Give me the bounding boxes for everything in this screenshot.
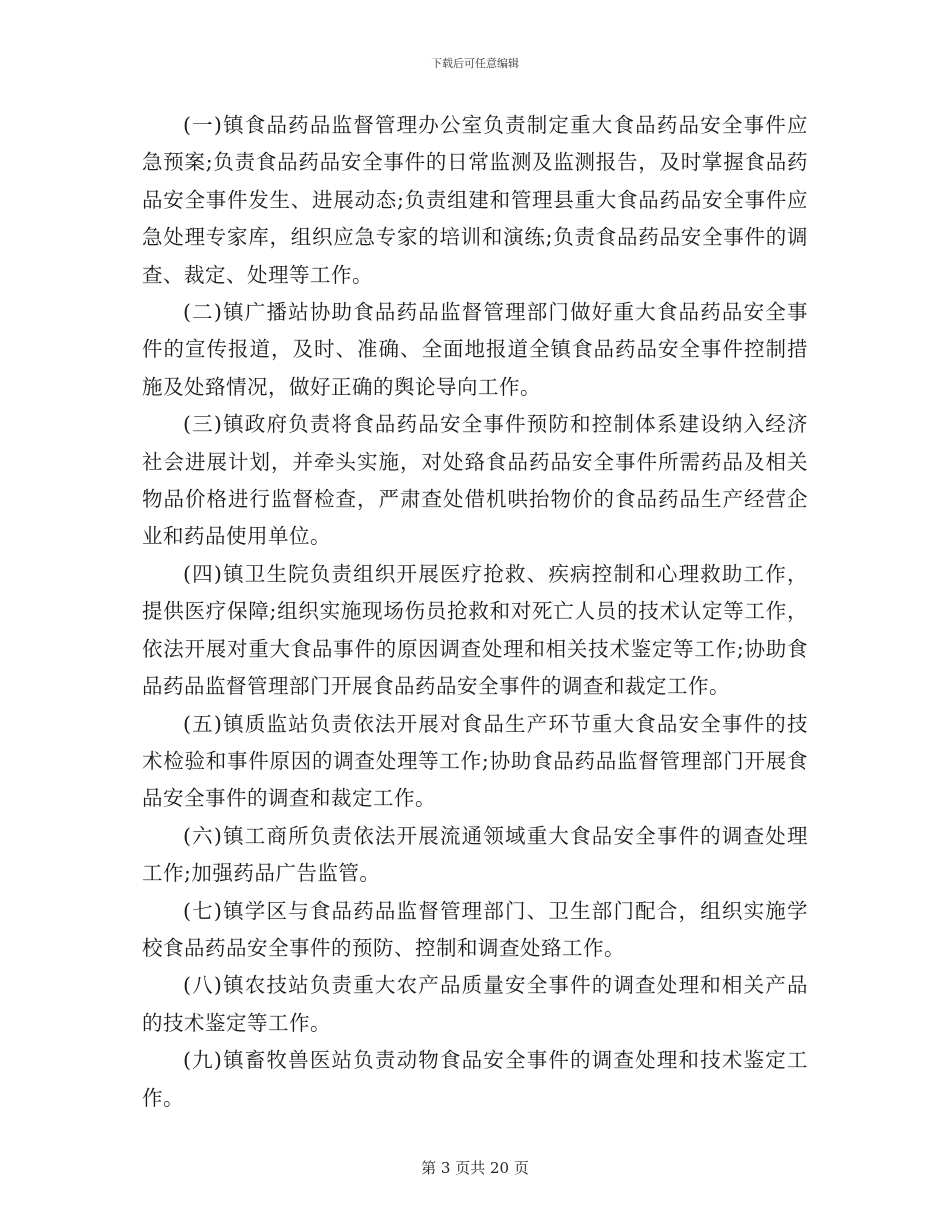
paragraph-2: (二)镇广播站协助食品药品监督管理部门做好重大食品药品安全事件的宣传报道，及时、准确、全面地报道全镇食品药品安全事件控制措施及处臵情况，做好正确的舆论导向工作。 bbox=[142, 300, 808, 399]
paragraph-5: (五)镇质监站负责依法开展对食品生产环节重大食品安全事件的技术检验和事件原因的调查处理等工作;协助食品药品监督管理部门开展食品安全事件的调查和裁定工作。 bbox=[142, 711, 808, 811]
page-number: 第 3 页共 20 页 bbox=[421, 1159, 529, 1177]
paragraph-3: (三)镇政府负责将食品药品安全事件预防和控制体系建设纳入经济社会进展计划，并牵头实施，对处臵食品药品安全事件所需药品及相关物品价格进行监督检查，严肃查处借机哄抬物价的食品药品生产经营企业和药品使用单位。 bbox=[142, 412, 808, 549]
paragraph-4: (四)镇卫生院负责组织开展医疗抢救、疾病控制和心理救助工作，提供医疗保障;组织实施现场伤员抢救和对死亡人员的技术认定等工作，依法开展对重大食品事件的原因调查处理和相关技术鉴定等工作;协助食品药品监督管理部门开展食品药品安全事件的调查和裁定工作。 bbox=[142, 561, 808, 699]
paragraph-7: (七)镇学区与食品药品监督管理部门、卫生部门配合，组织实施学校食品药品安全事件的预防、控制和调查处臵工作。 bbox=[142, 898, 808, 960]
document-body bbox=[142, 107, 808, 1117]
page-header-note: 下载后可任意编辑 bbox=[431, 57, 519, 70]
paragraph-1: (一)镇食品药品监督管理办公室负责制定重大食品药品安全事件应急预案;负责食品药品安全事件的日常监测及监测报告，及时掌握食品药品安全事件发生、进展动态;负责组建和管理县重大食品药品安全事件应急处理专家库，组织应急专家的培训和演练;负责食品药品安全事件的调查、裁定、处理等工作。 bbox=[142, 113, 808, 287]
paragraph-8: (八)镇农技站负责重大农产品质量安全事件的调查处理和相关产品的技术鉴定等工作。 bbox=[142, 973, 808, 1035]
paragraph-6: (六)镇工商所负责依法开展流通领域重大食品安全事件的调查处理工作;加强药品广告监管。 bbox=[142, 823, 808, 886]
paragraph-9: (九)镇畜牧兽医站负责动物食品安全事件的调查处理和技术鉴定工作。 bbox=[142, 1048, 808, 1110]
